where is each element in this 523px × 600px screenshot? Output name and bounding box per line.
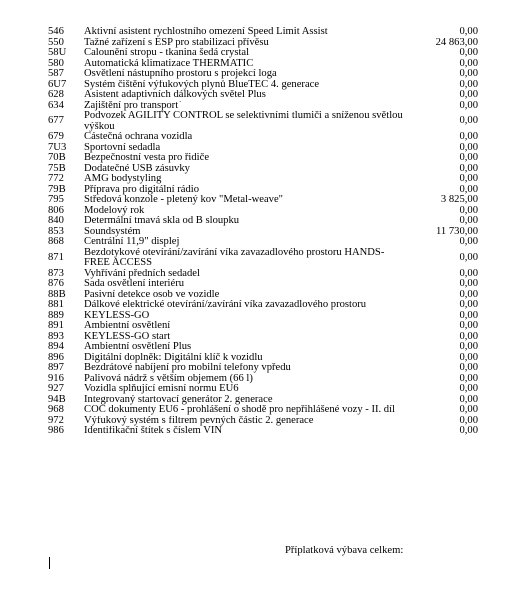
row-description: KEYLESS-GO xyxy=(84,310,150,321)
table-row xyxy=(47,69,478,80)
table-row xyxy=(47,363,478,374)
row-price: 0,00 xyxy=(459,27,478,37)
table-row xyxy=(47,311,478,322)
table-row xyxy=(47,395,478,406)
row-description: Soundsystém xyxy=(84,226,141,237)
row-description: COC dokumenty EU6 - prohlášení o shodě pro nepřihlášené vozy - II. díl xyxy=(84,405,395,415)
table-row xyxy=(47,59,478,70)
row-description: Podvozek AGILITY CONTROL se selektivními tlumiči a sníženou světlou výškou xyxy=(84,111,403,132)
row-description: Sada osvětlení interiéru xyxy=(84,279,185,289)
table-row xyxy=(47,195,478,206)
row-code: 894 xyxy=(48,342,64,352)
table-row xyxy=(47,111,478,132)
row-price: 0,00 xyxy=(459,100,478,111)
row-price: 0,00 xyxy=(459,184,478,195)
row-description: Identifikační štítek s číslem VIN xyxy=(84,426,223,436)
row-description: Zajištění pro transport` xyxy=(84,100,182,111)
row-description: Digitální doplněk: Digitální klíč k vozidlu xyxy=(84,352,263,363)
options-table-body xyxy=(47,27,478,437)
table-row xyxy=(47,300,478,311)
row-code: 868 xyxy=(48,237,64,247)
table-row xyxy=(47,416,478,427)
row-price: 0,00 xyxy=(459,289,478,300)
text-cursor[interactable] xyxy=(49,557,50,569)
table-row xyxy=(47,227,478,238)
table-row xyxy=(47,174,478,185)
row-code: 58U xyxy=(48,48,67,58)
row-description: Automatická klimatizace THERMATIC xyxy=(84,58,254,69)
row-price: 0,00 xyxy=(459,394,478,405)
row-price: 0,00 xyxy=(459,58,478,69)
row-price: 0,00 xyxy=(459,142,478,153)
options-table xyxy=(47,27,478,437)
row-description: Dodatečné USB zásuvky xyxy=(84,163,190,174)
row-price: 0,00 xyxy=(459,405,478,415)
row-price: 24 863,00 xyxy=(435,37,478,48)
row-code: 75B xyxy=(48,163,66,174)
row-price: 0,00 xyxy=(459,115,478,127)
row-price: 0,00 xyxy=(459,163,478,174)
row-description: Aktivní asistent rychlostního omezení Speed Limit Assist xyxy=(84,27,328,37)
table-row xyxy=(47,164,478,175)
row-code: 679 xyxy=(48,132,64,142)
row-description: Osvětlení nástupního prostoru s projekcí loga xyxy=(84,69,277,79)
table-row xyxy=(47,321,478,332)
row-code: 795 xyxy=(48,195,64,205)
row-code: 893 xyxy=(48,331,64,342)
total-label: Příplatková výbava celkem: xyxy=(285,545,404,556)
table-row xyxy=(47,206,478,217)
table-row xyxy=(47,132,478,143)
table-row xyxy=(47,101,478,112)
row-code: 881 xyxy=(48,300,64,310)
row-code: 94B xyxy=(48,394,66,405)
row-price: 0,00 xyxy=(459,90,478,100)
row-description: Čalounění stropu - tkanina šedá crystal xyxy=(84,48,250,58)
row-code: 876 xyxy=(48,279,64,289)
row-code: 7U3 xyxy=(48,142,67,153)
table-row xyxy=(47,80,478,91)
row-code: 6U7 xyxy=(48,79,67,90)
row-code: 873 xyxy=(48,268,64,279)
row-code: 628 xyxy=(48,90,64,100)
row-code: 587 xyxy=(48,69,64,79)
row-description: Vozidla splňující emisní normu EU6 xyxy=(84,384,239,394)
row-code: 772 xyxy=(48,174,64,184)
row-description: Determální tmavá skla od B sloupku xyxy=(84,216,240,226)
row-code: 972 xyxy=(48,415,64,426)
row-description: Ambientní osvětlení Plus xyxy=(84,342,192,352)
row-description: Výfukový systém s filtrem pevných částic 2. generace xyxy=(84,415,314,426)
row-description: Částečná ochrana vozidla xyxy=(84,132,193,142)
row-code: 968 xyxy=(48,405,64,415)
row-description: Bezdrátové nabíjení pro mobilní telefony vpředu xyxy=(84,363,291,373)
row-price: 0,00 xyxy=(459,153,478,163)
table-row xyxy=(47,405,478,416)
table-row xyxy=(47,185,478,196)
row-description: Příprava pro digitální rádio xyxy=(84,184,200,195)
row-description: Sportovní sedadla xyxy=(84,142,161,153)
table-row xyxy=(47,332,478,343)
row-code: 853 xyxy=(48,226,64,237)
row-code: 88B xyxy=(48,289,66,300)
row-code: 70B xyxy=(48,153,66,163)
row-description: Tažné zařízení s ESP pro stabilizaci přívěsu xyxy=(84,37,269,48)
row-code: 986 xyxy=(48,426,64,436)
table-row xyxy=(47,426,478,437)
row-price: 0,00 xyxy=(459,331,478,342)
row-code: 634 xyxy=(48,100,64,111)
row-code: 897 xyxy=(48,363,64,373)
row-description: Modelový rok xyxy=(84,205,145,216)
table-row xyxy=(47,248,478,269)
row-description: Systém čištění výfukových plynů BlueTEC 4. generace xyxy=(84,79,320,90)
row-price: 0,00 xyxy=(459,69,478,79)
table-row xyxy=(47,290,478,301)
table-row xyxy=(47,353,478,364)
row-description: Integrovaný startovací generátor 2. generace xyxy=(84,394,273,405)
row-price: 0,00 xyxy=(459,310,478,321)
table-row xyxy=(47,374,478,385)
row-price: 0,00 xyxy=(459,205,478,216)
row-price: 0,00 xyxy=(459,373,478,384)
row-price: 0,00 xyxy=(459,268,478,279)
row-price: 0,00 xyxy=(459,384,478,394)
row-code: 580 xyxy=(48,58,64,69)
row-price: 0,00 xyxy=(459,132,478,142)
table-row xyxy=(47,48,478,59)
row-price: 0,00 xyxy=(459,342,478,352)
row-price: 3 825,00 xyxy=(440,195,478,205)
table-row xyxy=(47,38,478,49)
row-description: Vyhřívání předních sedadel xyxy=(84,268,200,279)
row-code: 871 xyxy=(48,251,64,263)
row-description: Ambientní osvětlení xyxy=(84,321,171,331)
table-row xyxy=(47,90,478,101)
row-code: 79B xyxy=(48,184,66,195)
row-description: Středová konzole - pletený kov "Metal-weave" xyxy=(84,195,283,205)
table-row xyxy=(47,279,478,290)
table-row xyxy=(47,237,478,248)
table-row xyxy=(47,342,478,353)
row-price: 0,00 xyxy=(459,300,478,310)
row-code: 889 xyxy=(48,310,64,321)
row-price: 0,00 xyxy=(459,174,478,184)
row-code: 891 xyxy=(48,321,64,331)
row-code: 840 xyxy=(48,216,64,226)
row-price: 0,00 xyxy=(459,251,478,263)
row-price: 0,00 xyxy=(459,79,478,90)
table-row xyxy=(47,384,478,395)
row-price: 0,00 xyxy=(459,216,478,226)
row-code: 546 xyxy=(48,27,64,37)
table-row xyxy=(47,216,478,227)
row-description: Bezpečnostní vesta pro řidiče xyxy=(84,153,210,163)
row-price: 11 730,00 xyxy=(436,226,478,237)
row-description: KEYLESS-GO start xyxy=(84,331,171,342)
row-description: AMG bodystyling xyxy=(84,174,162,184)
row-description: Centrální 11,9" displej xyxy=(84,237,180,247)
row-price: 0,00 xyxy=(459,237,478,247)
table-row xyxy=(47,143,478,154)
row-description: Palivová nádrž s větším objemem (66 l) xyxy=(84,373,253,384)
row-description: Dálkové elektrické otevírání/zavírání víka zavazadlového prostoru xyxy=(84,300,367,310)
row-code: 677 xyxy=(48,115,64,127)
row-price: 0,00 xyxy=(459,279,478,289)
row-code: 806 xyxy=(48,205,64,216)
row-description: Asistent adaptivních dálkových světel Plus xyxy=(84,90,266,100)
row-price: 0,00 xyxy=(459,321,478,331)
row-price: 0,00 xyxy=(459,352,478,363)
row-description: Pasivní detekce osob ve vozidle xyxy=(84,289,220,300)
row-price: 0,00 xyxy=(459,415,478,426)
row-code: 550 xyxy=(48,37,64,48)
table-row xyxy=(47,27,478,38)
row-code: 916 xyxy=(48,373,64,384)
table-row xyxy=(47,269,478,280)
row-code: 896 xyxy=(48,352,64,363)
row-description: Bezdotykové otevírání/zavírání víka zavazadlového prostoru HANDS-FREE ACCESS xyxy=(84,247,385,268)
row-price: 0,00 xyxy=(459,48,478,58)
row-code: 927 xyxy=(48,384,64,394)
row-price: 0,00 xyxy=(459,363,478,373)
table-row xyxy=(47,153,478,164)
row-price: 0,00 xyxy=(459,426,478,436)
